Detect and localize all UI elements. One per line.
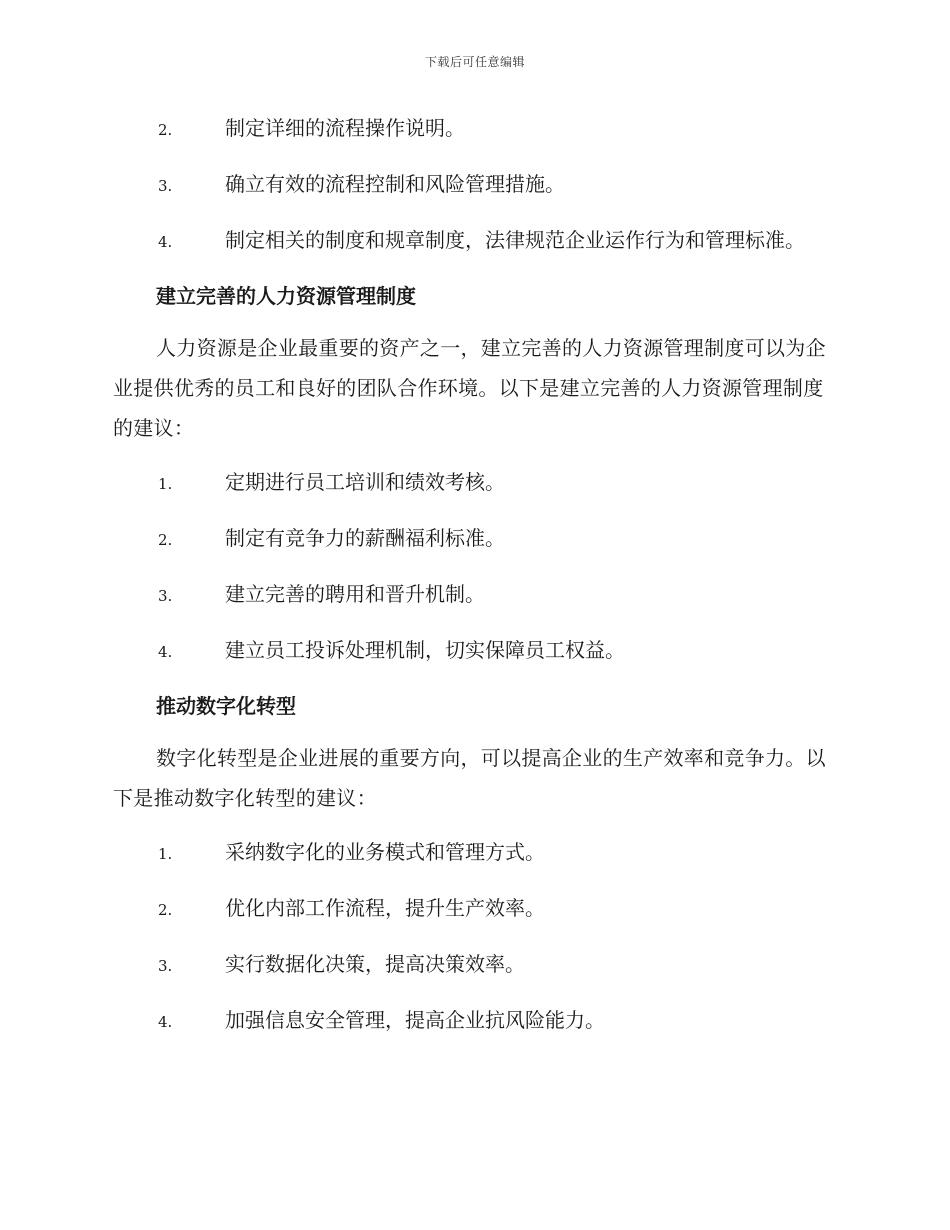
list-number: 3. <box>158 587 173 605</box>
list-item <box>113 944 835 986</box>
list-text: 建立完善的聘用和晋升机制。 <box>225 582 485 606</box>
list-number: 1. <box>158 845 173 863</box>
list-item <box>113 220 835 262</box>
list-item <box>113 164 835 206</box>
list-number: 2. <box>158 531 173 549</box>
section-heading-hr: 建立完善的人力资源管理制度 <box>156 284 416 308</box>
list-item <box>113 574 835 616</box>
list-item <box>113 462 835 504</box>
list-item <box>113 518 835 560</box>
list-item <box>113 1000 835 1042</box>
list-text: 采纳数字化的业务模式和管理方式。 <box>225 840 545 864</box>
list-number: 2. <box>158 121 173 139</box>
section-paragraph-digital: 数字化转型是企业进展的重要方向，可以提高企业的生产效率和竞争力。以下是推动数字化转型的建议： <box>113 746 826 810</box>
section-paragraph-hr: 人力资源是企业最重要的资产之一，建立完善的人力资源管理制度可以为企业提供优秀的员工和良好的团队合作环境。以下是建立完善的人力资源管理制度的建议： <box>113 336 826 440</box>
list-number: 3. <box>158 177 173 195</box>
list-text: 定期进行员工培训和绩效考核。 <box>225 470 505 494</box>
list-text: 建立员工投诉处理机制，切实保障员工权益。 <box>225 638 625 662</box>
list-text: 优化内部工作流程，提升生产效率。 <box>225 896 545 920</box>
list-text: 制定有竞争力的薪酬福利标准。 <box>225 526 505 550</box>
list-text: 制定相关的制度和规章制度，法律规范企业运作行为和管理标准。 <box>225 228 805 252</box>
page-header: 下载后可任意编辑 <box>424 55 525 69</box>
list-number: 4. <box>158 1013 173 1031</box>
section-heading-digital: 推动数字化转型 <box>156 694 296 718</box>
list-item <box>113 888 835 930</box>
list-number: 3. <box>158 957 173 975</box>
list-item <box>113 832 835 874</box>
list-item <box>113 108 835 150</box>
list-text: 实行数据化决策，提高决策效率。 <box>225 952 525 976</box>
list-text: 制定详细的流程操作说明。 <box>225 116 465 140</box>
list-text: 确立有效的流程控制和风险管理措施。 <box>225 172 565 196</box>
list-text: 加强信息安全管理，提高企业抗风险能力。 <box>225 1008 605 1032</box>
list-number: 2. <box>158 901 173 919</box>
document-body <box>113 108 835 1056</box>
list-number: 1. <box>158 475 173 493</box>
list-number: 4. <box>158 643 173 661</box>
list-number: 4. <box>158 233 173 251</box>
list-item <box>113 630 835 672</box>
